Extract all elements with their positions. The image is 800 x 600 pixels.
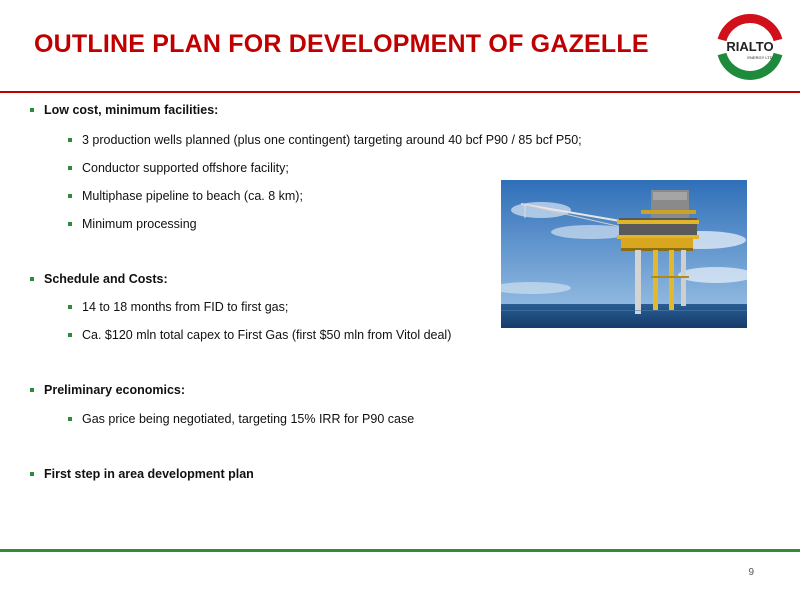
bullet-marker (30, 388, 34, 392)
section-heading-text: Schedule and Costs: (44, 272, 168, 286)
footer-divider (0, 549, 800, 552)
list-item-text: 14 to 18 months from FID to first gas; (82, 300, 289, 314)
title-divider (0, 91, 800, 93)
bullet-marker (30, 108, 34, 112)
bullet-marker (30, 277, 34, 281)
bullet-marker (30, 472, 34, 476)
list-item-text: Conductor supported offshore facility; (82, 161, 289, 175)
bullet-marker (68, 305, 72, 309)
section-heading-text: First step in area development plan (44, 467, 254, 481)
page-number: 9 (748, 567, 754, 578)
section-heading-text: Preliminary economics: (44, 383, 186, 397)
bullet-marker (68, 417, 72, 421)
offshore-platform-photo (501, 180, 747, 328)
slide-title: OUTLINE PLAN FOR DEVELOPMENT OF GAZELLE (34, 30, 649, 58)
logo-subtext: ENERGY LTD (747, 55, 773, 60)
section-heading-text: Low cost, minimum facilities: (44, 103, 219, 117)
list-item-text: Minimum processing (82, 217, 197, 231)
list-item-text: Multiphase pipeline to beach (ca. 8 km); (82, 189, 303, 203)
list-item-text: Gas price being negotiated, targeting 15% IRR for P90 case (82, 412, 415, 426)
list-item-text: Ca. $120 mln total capex to First Gas (first $50 mln from Vitol deal) (82, 328, 452, 342)
bullet-marker (68, 222, 72, 226)
list-item-text: 3 production wells planned (plus one contingent) targeting around 40 bcf P90 / 85 bcf P50; (82, 133, 582, 147)
bullet-marker (68, 333, 72, 337)
bullet-marker (68, 138, 72, 142)
rialto-energy-logo (714, 10, 786, 82)
bullet-marker (68, 194, 72, 198)
bullet-marker (68, 166, 72, 170)
logo-wordmark: RIALTO (726, 39, 774, 54)
